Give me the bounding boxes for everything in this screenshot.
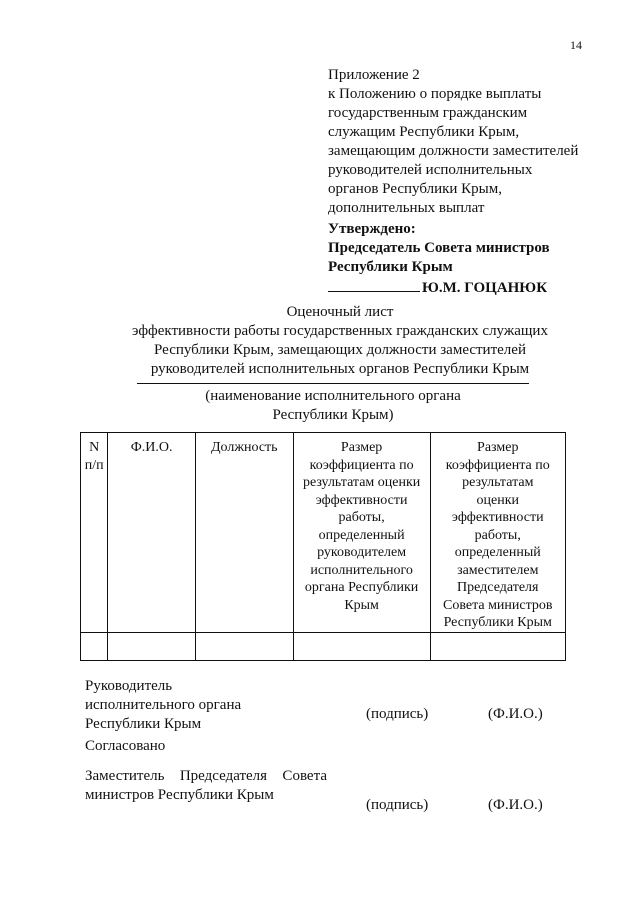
header-number: N п/п xyxy=(81,433,108,633)
signature-label: (подпись) xyxy=(366,797,429,813)
approval-label: Утверждено: xyxy=(328,221,416,237)
table-cell xyxy=(195,632,293,660)
table-cell xyxy=(430,632,565,660)
head-title-line: Республики Крым xyxy=(85,716,202,732)
header-coefficient-head: Размер коэффициента по результатам оценки эффективности работы, определенный руководителем исполнительного органа Республики Крым xyxy=(293,433,430,633)
header-position: Должность xyxy=(195,433,293,633)
head-title-line: исполнительного органа xyxy=(85,697,242,713)
appendix-line: дополнительных выплат xyxy=(328,200,485,216)
header-fio: Ф.И.О. xyxy=(108,433,195,633)
caption-line: (наименование исполнительного органа xyxy=(205,388,461,404)
agreed-label: Согласовано xyxy=(85,738,166,754)
signature-label: (подпись) xyxy=(366,706,429,722)
page-number: 14 xyxy=(570,38,582,52)
appendix-line: служащим Республики Крым, xyxy=(328,124,520,140)
appendix-line: замещающим должности заместителей xyxy=(328,143,579,159)
org-name-blank-line xyxy=(137,383,529,384)
org-name-caption xyxy=(150,387,516,425)
signature-line xyxy=(328,277,420,292)
appendix-line: органов Республики Крым, xyxy=(328,181,502,197)
table-row xyxy=(81,632,566,660)
approver-position: Председатель Совета министров xyxy=(328,240,550,256)
title-line: руководителей исполнительных органов Республики Крым xyxy=(150,361,530,377)
table-cell xyxy=(81,632,108,660)
evaluation-table xyxy=(80,432,566,661)
table-cell xyxy=(108,632,195,660)
deputy-title-line: Заместитель Председателя Совета xyxy=(85,768,327,784)
approver-position: Республики Крым xyxy=(328,259,453,275)
approval-block xyxy=(328,220,550,298)
head-signature-block xyxy=(85,677,241,734)
approver-name: Ю.М. ГОЦАНЮК xyxy=(422,280,548,296)
header-coefficient-deputy: Размер коэффициента по результатам оценки эффективности работы, определенный заместителем Председателя Совета министров Республики Крым xyxy=(430,433,565,633)
table-cell xyxy=(293,632,430,660)
caption-line: Республики Крым) xyxy=(272,407,394,423)
head-title-line: Руководитель xyxy=(85,678,173,694)
deputy-title-line: министров Республики Крым xyxy=(85,787,274,803)
appendix-block xyxy=(328,66,618,218)
appendix-line: Приложение 2 xyxy=(328,67,420,83)
title-line: эффективности работы государственных гражданских служащих xyxy=(132,323,548,339)
fio-label: (Ф.И.О.) xyxy=(488,797,543,813)
appendix-line: государственным гражданским xyxy=(328,105,528,121)
title-line: Республики Крым, замещающих должности заместителей xyxy=(154,342,526,358)
approver-signature-row xyxy=(328,277,550,298)
title-line: Оценочный лист xyxy=(286,304,394,320)
fio-label: (Ф.И.О.) xyxy=(488,706,543,722)
appendix-line: руководителей исполнительных xyxy=(328,162,533,178)
document-title xyxy=(90,303,590,379)
table-header-row xyxy=(81,433,566,633)
appendix-line: к Положению о порядке выплаты xyxy=(328,86,542,102)
deputy-signature-block xyxy=(85,767,327,805)
